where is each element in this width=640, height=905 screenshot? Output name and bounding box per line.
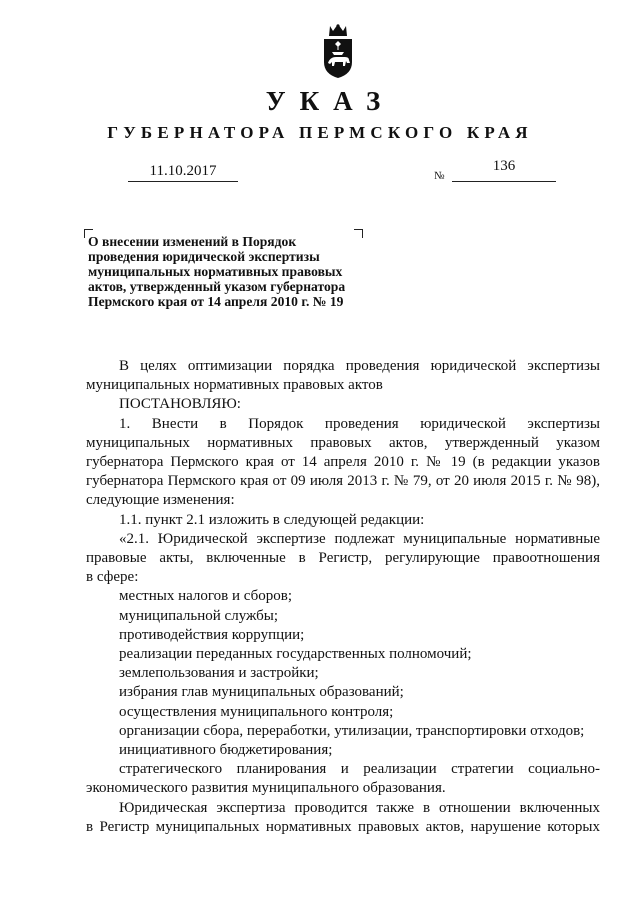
perm-krai-coat-of-arms-icon bbox=[318, 22, 358, 80]
item1-line: губернатора Пермского края от 14 апреля 2010 г. № 19 (в редакции указов bbox=[86, 454, 600, 471]
quote-line: правовые акты, включенные в Регистр, регулирующие правоотношения bbox=[86, 550, 600, 567]
final-line: в Регистр муниципальных нормативных правовых актов, нарушение которых bbox=[86, 818, 600, 835]
item11-line: 1.1. пункт 2.1 изложить в следующей редакции: bbox=[119, 511, 425, 528]
subject-line: Пермского края от 14 апреля 2010 г. № 19 bbox=[88, 294, 344, 309]
item1-line: муниципальных нормативных правовых актов, утвержденный указом bbox=[86, 434, 600, 451]
quote-line: «2.1. Юридической экспертизе подлежат муниципальные нормативные bbox=[119, 530, 600, 547]
item1-line: губернатора Пермского края от 09 июля 2013 г. № 79, от 20 июля 2015 г. № 98), bbox=[86, 473, 600, 490]
subject-line: О внесении изменений в Порядок bbox=[88, 234, 297, 249]
list-item: муниципальной службы; bbox=[119, 607, 279, 624]
document-issuer: ГУБЕРНАТОРА ПЕРМСКОГО КРАЯ bbox=[107, 123, 533, 142]
list-item: противодействия коррупции; bbox=[119, 626, 305, 643]
decree-number-label: № bbox=[434, 170, 445, 182]
list-item: инициативного бюджетирования; bbox=[119, 742, 333, 759]
final-line: Юридическая экспертиза проводится также в отношении включенных bbox=[119, 799, 600, 816]
intro-line: В целях оптимизации порядка проведения юридической экспертизы bbox=[119, 358, 600, 374]
list-item: землепользования и застройки; bbox=[119, 665, 319, 682]
item1-line: следующие изменения: bbox=[86, 492, 235, 509]
quote-line: в сфере: bbox=[86, 569, 139, 586]
subject-line: муниципальных нормативных правовых bbox=[88, 264, 343, 279]
strategic-line: экономического развития муниципального образования. bbox=[86, 780, 446, 797]
document-title: УКАЗ bbox=[265, 86, 395, 116]
decree-number: 136 bbox=[452, 158, 556, 182]
list-item: осуществления муниципального контроля; bbox=[119, 703, 394, 720]
decree-date: 11.10.2017 bbox=[128, 163, 238, 182]
decree-subject bbox=[88, 234, 388, 309]
list-item: организации сбора, переработки, утилизации, транспортировки отходов; bbox=[119, 722, 585, 739]
subject-line: проведения юридической экспертизы bbox=[88, 249, 320, 264]
decree-word: ПОСТАНОВЛЯЮ: bbox=[119, 396, 241, 413]
decree-body bbox=[86, 357, 600, 837]
list-item: реализации переданных государственных полномочий; bbox=[119, 646, 472, 663]
item1-line: 1. Внести в Порядок проведения юридической экспертизы bbox=[119, 415, 600, 432]
list-item: местных налогов и сборов; bbox=[119, 588, 293, 605]
subject-line: актов, утвержденный указом губернатора bbox=[88, 279, 346, 294]
intro-line: муниципальных нормативных правовых актов bbox=[86, 377, 383, 394]
list-item: избрания глав муниципальных образований; bbox=[119, 684, 404, 701]
strategic-line: стратегического планирования и реализации стратегии социально- bbox=[119, 761, 600, 778]
